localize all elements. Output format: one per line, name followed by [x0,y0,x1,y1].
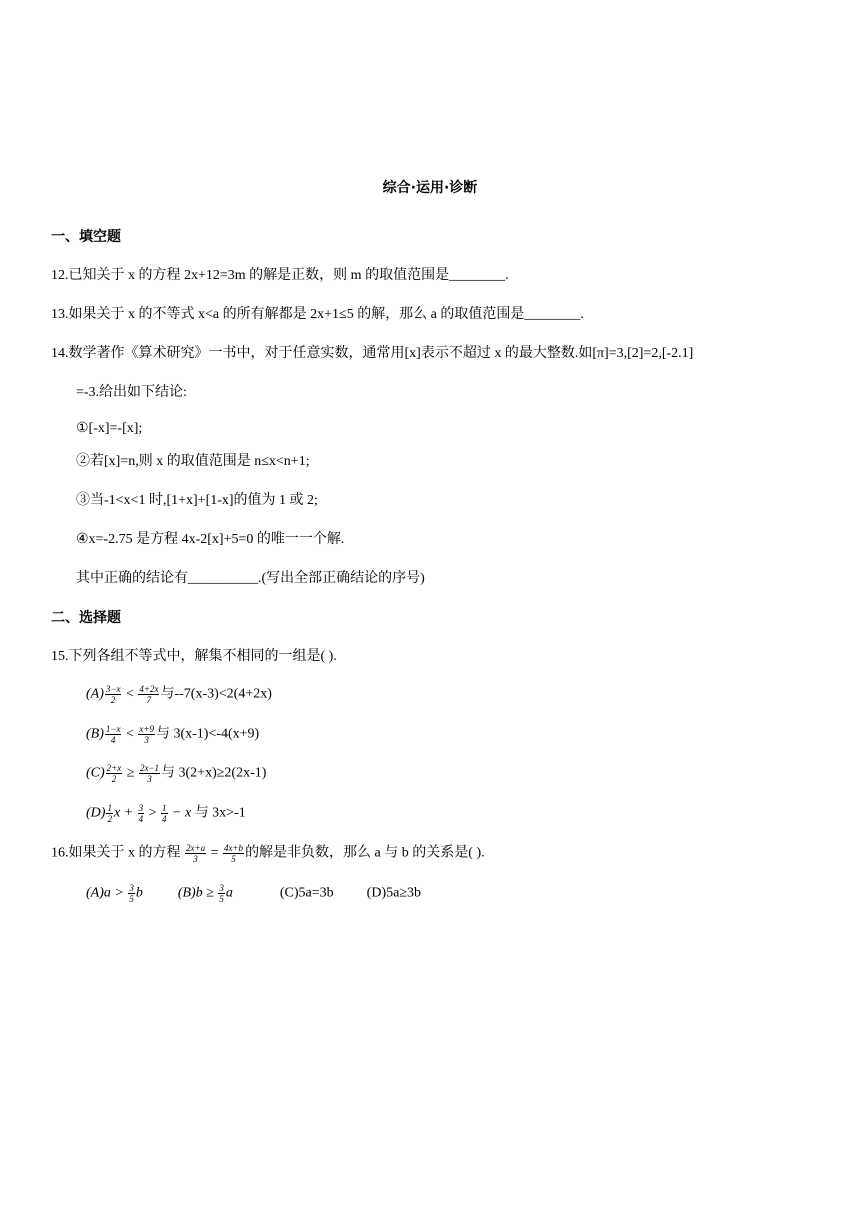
question-15-option-d [86,803,246,824]
question-14-line-2: =-3.给出如下结论: [76,385,187,400]
operator: ≥ [126,765,135,781]
fraction: $\frac{3}{5}$ [129,883,134,904]
option-c: (C)5a=3b [279,885,334,901]
page-title: 综合·运用·诊断 [382,180,478,196]
question-15-option-c [86,763,266,784]
section-heading-choice: 二、选择题 [51,610,121,626]
term: x + [113,805,134,821]
question-13: 13.如果关于 x 的不等式 x<a 的所有解都是 2x+1≤5 的解，那么 a 的取值范围是________. [51,307,584,322]
option-tail: 与 3(x-1)<-4(x+9) [155,726,260,742]
question-14-answer-line: 其中正确的结论有__________.(写出全部正确结论的序号) [76,571,425,586]
operator: > [148,805,157,821]
fraction: $\frac{4+2x}{7}$ [139,684,159,705]
option-tail: 与--7(x-3)<2(4+2x) [160,686,272,702]
fraction: $\frac{3-x}{2}$ [105,684,121,705]
fraction: $\frac{x+9}{3}$ [139,724,154,745]
option-tail: 与 3(2+x)≥2(2x-1) [161,765,267,781]
question-15: 15.下列各组不等式中，解集不相同的一组是( ). [51,649,337,664]
fraction: $\frac{1}{2}$ [107,803,112,824]
question-15-option-a [86,684,272,705]
operator: = [210,845,219,861]
question-14-conclusion-1: ①[-x]=-[x]; [76,421,143,436]
question-14-line-1: 14.数学著作《算术研究》一书中，对于任意实数，通常用[x]表示不超过 x 的最大整数.如[π]=3,[2]=2,[-2.1] [51,346,694,361]
option-d: (D)5a≥3b [366,885,422,901]
option-b-label: (B)b ≥ [177,885,214,901]
question-14-conclusion-2: ②若[x]=n,则 x 的取值范围是 n≤x<n+1; [76,454,310,469]
fraction: $\frac{2+x}{2}$ [106,763,122,784]
option-b-var: a [225,885,233,901]
section-heading-fill-in: 一、填空题 [51,229,121,245]
option-label: (B) [86,726,104,742]
fraction: $\frac{1}{4}$ [162,803,167,824]
fraction: $\frac{3}{5}$ [219,883,224,904]
option-label: (A) [86,686,104,702]
option-tail: 与 3x>-1 [194,805,246,821]
question-12: 12.已知关于 x 的方程 2x+12=3m 的解是正数，则 m 的取值范围是________. [51,268,509,283]
option-a-var: b [135,885,143,901]
fraction: $\frac{3}{4}$ [138,803,144,824]
operator: < [125,726,134,742]
question-16-options [86,883,421,904]
question-16-suffix: 的解是非负数，那么 a 与 b 的关系是( ). [245,845,485,861]
option-label: (D) [86,805,106,821]
question-15-option-b [86,724,259,745]
fraction: $\frac{2x-1}{3}$ [139,763,160,784]
operator: < [125,686,134,702]
question-16-prefix: 16.如果关于 x 的方程 [51,845,184,861]
question-16 [51,843,485,864]
option-label: (C) [86,765,105,781]
question-14-conclusion-3: ③当-1<x<1 时,[1+x]+[1-x]的值为 1 或 2; [76,493,318,508]
term: − x [172,805,192,821]
option-a-label: (A)a > [86,885,124,901]
question-14-conclusion-4: ④x=-2.75 是方程 4x-2[x]+5=0 的唯一一个解. [76,532,345,547]
fraction: $\frac{1-x}{4}$ [105,724,121,745]
fraction: $\frac{4x+b}{5}$ [223,843,244,864]
fraction: $\frac{2x+a}{3}$ [186,843,206,864]
